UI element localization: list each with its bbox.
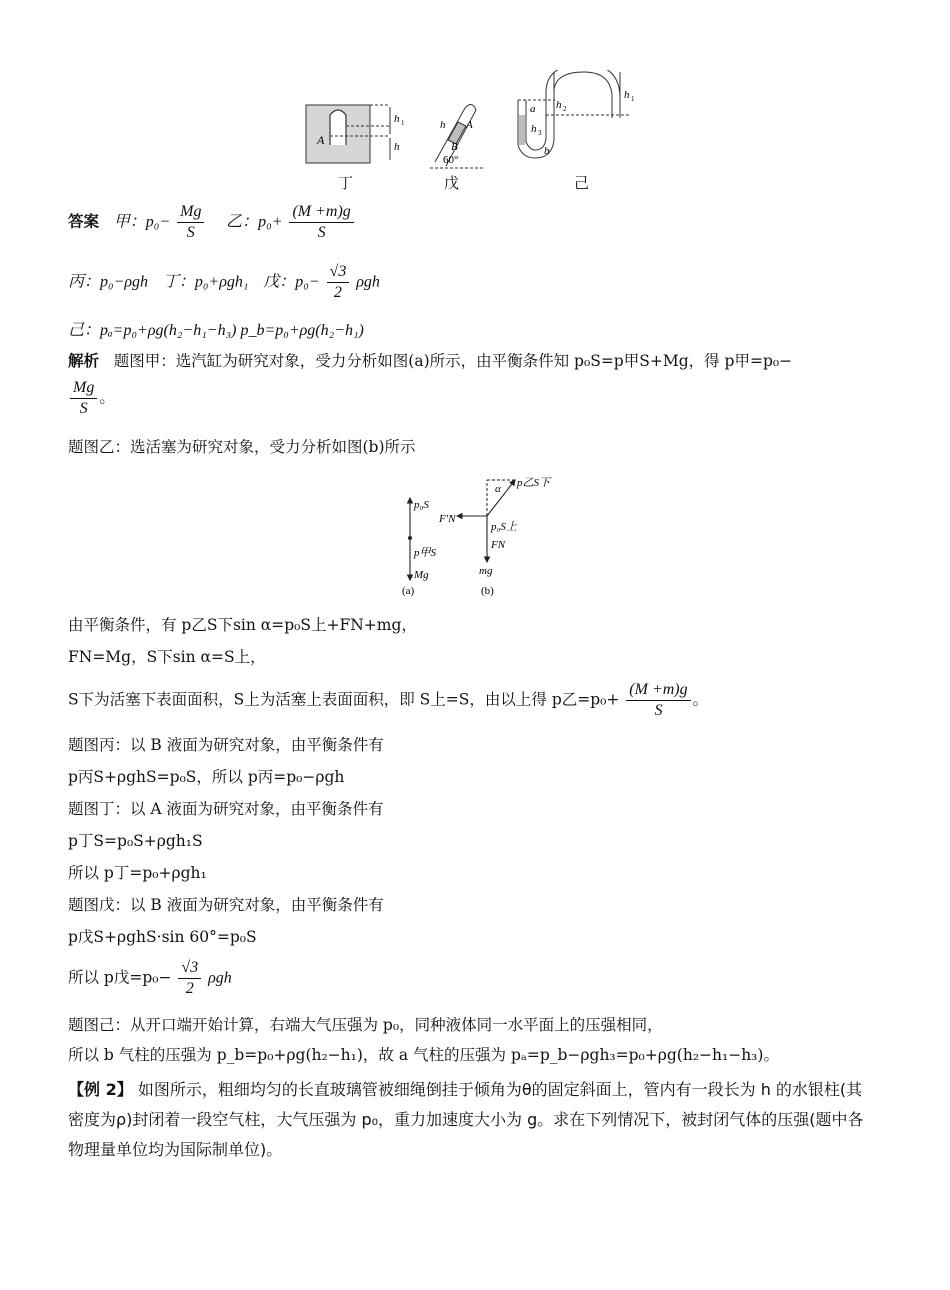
answer-label: 答案 <box>68 212 100 231</box>
body-line-3: S下为活塞下表面面积，S上为活塞上表面面积，即 S上=S，由以上得 p乙=p₀+ $\frac{(M +m)g}{S}$ 。 <box>68 681 709 719</box>
svg-text:A: A <box>466 119 473 131</box>
fraction: $\frac{(M +m)g}{S}$ <box>626 680 690 721</box>
force-b-mg: mg <box>479 565 493 577</box>
answer-line-2: 丙：p₀−ρgh 丁：p₀+ρgh₁ 戊：p₀− $\frac{√3}{2}$ ρgh <box>68 263 380 301</box>
body-line-9: 题图戊：以 B 液面为研究对象，由平衡条件有 <box>68 896 384 914</box>
force-diagram <box>395 470 565 600</box>
body-line-4: 题图丙：以 B 液面为研究对象，由平衡条件有 <box>68 736 384 754</box>
body-line-7: p丁S=p₀S+ρgh₁S <box>68 832 203 850</box>
force-b-alpha: α <box>495 483 501 495</box>
force-b-pyi: p乙S下 <box>517 477 550 489</box>
svg-text:h: h <box>394 113 400 125</box>
svg-text:h: h <box>624 89 630 101</box>
analysis-line-2: 题图乙：选活塞为研究对象，受力分析如图(b)所示 <box>68 438 416 456</box>
figure-ding-label: 丁 <box>338 174 354 192</box>
svg-text:A: A <box>317 133 325 147</box>
fraction: $\frac{√3}{2}$ <box>327 262 350 303</box>
analysis-line-1-tail: $\frac{Mg}{S}$ 。 <box>68 378 115 419</box>
example-2 <box>68 1075 878 1165</box>
svg-text:60°: 60° <box>443 154 459 166</box>
svg-text:a: a <box>530 103 536 115</box>
svg-text:B: B <box>451 141 458 153</box>
fraction: $\frac{√3}{2}$ <box>178 958 201 999</box>
body-line-11: 所以 p戊=p₀− $\frac{√3}{2}$ ρgh <box>68 959 232 997</box>
fraction: $\frac{Mg}{S}$ <box>177 202 204 243</box>
body-line-5: p丙S+ρghS=p₀S，所以 p丙=p₀−ρgh <box>68 768 345 786</box>
force-a-top: p₀S <box>414 499 429 511</box>
svg-text:b: b <box>544 145 550 157</box>
svg-text:3: 3 <box>538 129 542 137</box>
fraction: $\frac{(M +m)g}{S}$ <box>289 202 353 243</box>
body-line-1: 由平衡条件，有 p乙S下sin α=p₀S上+FN+mg， <box>68 616 417 634</box>
svg-text:h: h <box>394 141 400 153</box>
answer-line-1: 答案 甲：p₀− $\frac{Mg}{S}$ 乙：p₀+ $\frac{(M +m)g}{S}$ <box>68 202 356 243</box>
body-line-8: 所以 p丁=p₀+ρgh₁ <box>68 864 207 882</box>
force-b-caption: (b) <box>481 585 494 597</box>
example-2-text: 如图所示，粗细均匀的长直玻璃管被细绳倒挂于倾角为θ的固定斜面上，管内有一段长为 h 的水银柱(其密度为ρ)封闭着一段空气柱，大气压强为 p₀，重力加速度大小为 g。求在下列情况下，被封闭气体的压强(题中各物理量单位均为国际制单位)。 <box>68 1080 864 1159</box>
svg-text:2: 2 <box>563 105 567 113</box>
force-b-p0s: p₀S上 <box>491 521 517 533</box>
force-a-mid: p甲S <box>414 547 436 559</box>
analysis-label: 解析 <box>68 352 100 370</box>
figure-wu-label: 戊 <box>444 174 460 192</box>
svg-text:1: 1 <box>401 119 405 127</box>
figure-wu <box>430 104 485 168</box>
body-line-10: p戊S+ρghS·sin 60°=p₀S <box>68 928 257 946</box>
svg-text:h: h <box>556 99 562 111</box>
force-b-fn-left: F′N <box>439 513 456 525</box>
force-b-fn: FN <box>491 539 506 551</box>
svg-text:h: h <box>531 123 537 135</box>
example-2-label: 【例 2】 <box>68 1080 133 1099</box>
body-line-12: 题图己：从开口端开始计算，右端大气压强为 p₀，同种液体同一水平面上的压强相同， <box>68 1016 663 1034</box>
force-a-caption: (a) <box>402 585 415 597</box>
figure-ji <box>518 70 635 158</box>
body-line-6: 题图丁：以 A 液面为研究对象，由平衡条件有 <box>68 800 384 818</box>
figure-ding <box>306 105 405 163</box>
figure-ji-label: 己 <box>574 174 590 192</box>
svg-text:h: h <box>440 119 446 131</box>
analysis-line-1: 解析 题图甲：选汽缸为研究对象，受力分析如图(a)所示，由平衡条件知 p₀S=p甲S+Mg，得 p甲=p₀− <box>68 352 793 370</box>
body-line-13: 所以 b 气柱的压强为 p_b=p₀+ρg(h₂−h₁)，故 a 气柱的压强为 pₐ=p_b−ρgh₃=p₀+ρg(h₂−h₁−h₃)。 <box>68 1046 779 1064</box>
force-a-bot: Mg <box>414 569 429 581</box>
body-line-2: FN=Mg，S下sin α=S上， <box>68 648 266 666</box>
svg-text:1: 1 <box>631 95 635 103</box>
fraction: $\frac{Mg}{S}$ <box>70 378 97 419</box>
answer-line-3: 己：pₐ=p₀+ρg(h₂−h₁−h₃) p_b=p₀+ρg(h₂−h₁) <box>68 322 364 339</box>
